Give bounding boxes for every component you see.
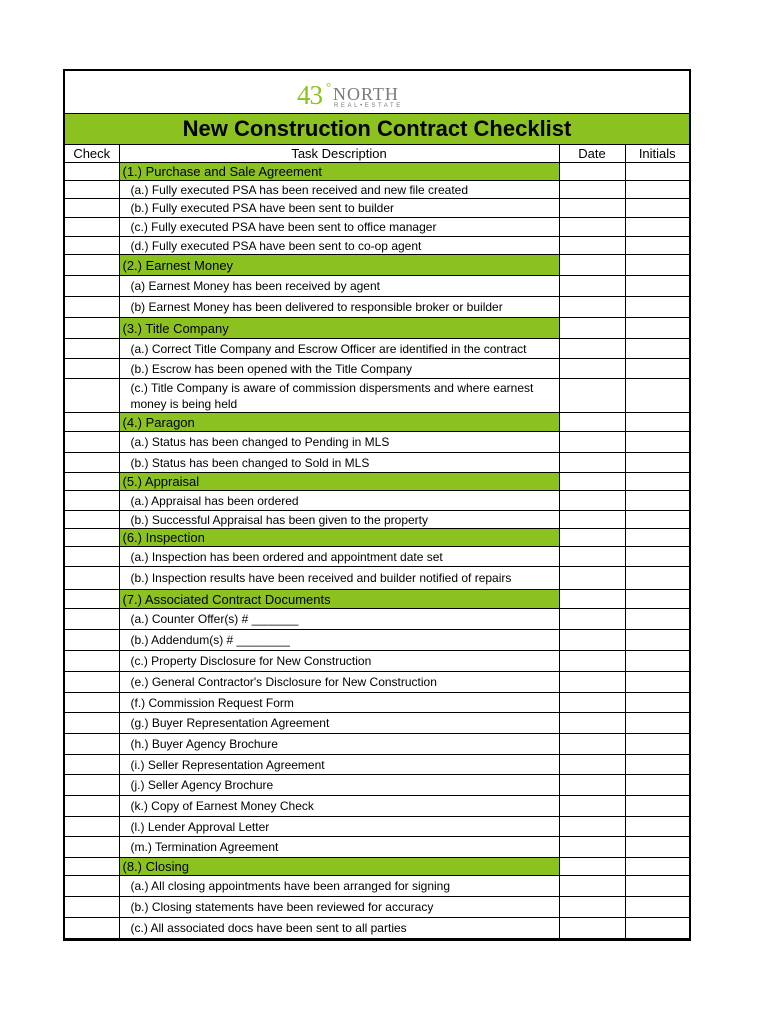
logo-degree: ° [326,79,332,94]
task-description: (c.) All associated docs have been sent to all parties [119,918,559,939]
check-cell[interactable] [65,218,119,237]
table-row [65,693,689,713]
initials-cell[interactable] [625,755,689,775]
table-row [65,237,689,255]
check-cell[interactable] [65,876,119,897]
date-cell[interactable] [559,276,625,297]
table-row [65,339,689,359]
table-row [65,630,689,651]
task-description: (b) Earnest Money has been delivered to responsible broker or builder [119,297,559,318]
table-row [65,199,689,218]
section-row [65,163,689,181]
section-row [65,529,689,547]
task-description: (b.) Fully executed PSA have been sent to builder [119,199,559,218]
section-title: (2.) Earnest Money [119,255,559,276]
initials-cell[interactable] [625,199,689,218]
task-description: (i.) Seller Representation Agreement [119,755,559,775]
initials-cell[interactable] [625,413,689,432]
table-row [65,897,689,918]
table-row [65,713,689,734]
date-cell[interactable] [559,318,625,339]
table-row [65,359,689,379]
date-cell[interactable] [559,651,625,672]
check-cell[interactable] [65,276,119,297]
date-cell[interactable] [559,672,625,693]
section-title: (7.) Associated Contract Documents [119,590,559,609]
check-cell[interactable] [65,858,119,876]
initials-cell[interactable] [625,529,689,547]
initials-cell[interactable] [625,432,689,453]
initials-cell[interactable] [625,837,689,858]
date-cell[interactable] [559,379,625,413]
task-description: (a) Earnest Money has been received by agent [119,276,559,297]
task-description: (a.) Fully executed PSA has been received and new file created [119,181,559,199]
date-cell[interactable] [559,163,625,181]
date-cell[interactable] [559,734,625,755]
check-cell[interactable] [65,651,119,672]
date-cell[interactable] [559,897,625,918]
check-cell[interactable] [65,567,119,590]
date-cell[interactable] [559,297,625,318]
date-cell[interactable] [559,713,625,734]
date-cell[interactable] [559,693,625,713]
check-cell[interactable] [65,817,119,837]
task-description: (b.) Closing statements have been reviewed for accuracy [119,897,559,918]
check-cell[interactable] [65,473,119,491]
task-description: (m.) Termination Agreement [119,837,559,858]
task-description: (a.) Correct Title Company and Escrow Officer are identified in the contract [119,339,559,359]
date-cell[interactable] [559,609,625,630]
date-cell[interactable] [559,858,625,876]
task-description: (a.) Inspection has been ordered and appointment date set [119,547,559,567]
section-row [65,255,689,276]
initials-cell[interactable] [625,318,689,339]
check-cell[interactable] [65,897,119,918]
date-cell[interactable] [559,255,625,276]
task-description: (k.) Copy of Earnest Money Check [119,796,559,817]
table-row [65,276,689,297]
table-row [65,672,689,693]
initials-cell[interactable] [625,491,689,511]
date-cell[interactable] [559,918,625,939]
table-row [65,218,689,237]
initials-cell[interactable] [625,297,689,318]
initials-cell[interactable] [625,897,689,918]
check-cell[interactable] [65,432,119,453]
initials-cell[interactable] [625,237,689,255]
section-title: (6.) Inspection [119,529,559,547]
check-cell[interactable] [65,775,119,796]
check-cell[interactable] [65,339,119,359]
task-description: (e.) General Contractor's Disclosure for New Construction [119,672,559,693]
check-cell[interactable] [65,837,119,858]
date-cell[interactable] [559,567,625,590]
initials-cell[interactable] [625,734,689,755]
check-cell[interactable] [65,491,119,511]
date-cell[interactable] [559,413,625,432]
table-row [65,379,689,413]
table-row [65,491,689,511]
task-description: (c.) Title Company is aware of commission dispersments and where earnest money is being held [119,379,559,413]
initials-cell[interactable] [625,630,689,651]
table-row [65,734,689,755]
logo-word: NORTH [333,84,399,104]
section-title: (5.) Appraisal [119,473,559,491]
check-cell[interactable] [65,547,119,567]
check-cell[interactable] [65,359,119,379]
initials-cell[interactable] [625,181,689,199]
task-description: (d.) Fully executed PSA have been sent to co-op agent [119,237,559,255]
section-row [65,413,689,432]
date-cell[interactable] [559,432,625,453]
initials-cell[interactable] [625,713,689,734]
date-cell[interactable] [559,359,625,379]
check-cell[interactable] [65,255,119,276]
column-header-check: Check [65,145,119,163]
task-description: (b.) Status has been changed to Sold in MLS [119,453,559,473]
initials-cell[interactable] [625,918,689,939]
date-cell[interactable] [559,775,625,796]
check-cell[interactable] [65,237,119,255]
initials-cell[interactable] [625,453,689,473]
task-description: (a.) Appraisal has been ordered [119,491,559,511]
section-row [65,473,689,491]
table-row [65,796,689,817]
check-cell[interactable] [65,163,119,181]
logo-area [65,71,689,113]
task-description: (c.) Property Disclosure for New Construction [119,651,559,672]
checklist-table [65,145,689,939]
section-title: (4.) Paragon [119,413,559,432]
date-cell[interactable] [559,491,625,511]
initials-cell[interactable] [625,511,689,529]
section-row [65,318,689,339]
date-cell[interactable] [559,817,625,837]
section-title: (8.) Closing [119,858,559,876]
initials-cell[interactable] [625,858,689,876]
table-row [65,755,689,775]
initials-cell[interactable] [625,379,689,413]
task-description: (g.) Buyer Representation Agreement [119,713,559,734]
date-cell[interactable] [559,547,625,567]
date-cell[interactable] [559,453,625,473]
initials-cell[interactable] [625,473,689,491]
initials-cell[interactable] [625,359,689,379]
initials-cell[interactable] [625,672,689,693]
check-cell[interactable] [65,318,119,339]
date-cell[interactable] [559,339,625,359]
table-row [65,181,689,199]
page-title: New Construction Contract Checklist [65,113,689,145]
check-cell[interactable] [65,511,119,529]
initials-cell[interactable] [625,876,689,897]
initials-cell[interactable] [625,590,689,609]
check-cell[interactable] [65,796,119,817]
task-description: (b.) Inspection results have been received and builder notified of repairs [119,567,559,590]
initials-cell[interactable] [625,796,689,817]
table-row [65,817,689,837]
section-title: (3.) Title Company [119,318,559,339]
task-description: (h.) Buyer Agency Brochure [119,734,559,755]
check-cell[interactable] [65,672,119,693]
task-description: (l.) Lender Approval Letter [119,817,559,837]
table-row [65,609,689,630]
table-row [65,651,689,672]
table-row [65,775,689,796]
check-cell[interactable] [65,609,119,630]
check-cell[interactable] [65,199,119,218]
date-cell[interactable] [559,755,625,775]
table-row [65,918,689,939]
section-row [65,858,689,876]
header-row [65,145,689,163]
date-cell[interactable] [559,199,625,218]
table-row [65,297,689,318]
task-description: (j.) Seller Agency Brochure [119,775,559,796]
check-cell[interactable] [65,713,119,734]
table-row [65,876,689,897]
date-cell[interactable] [559,529,625,547]
column-header-date: Date [559,145,625,163]
task-description: (b.) Addendum(s) # ________ [119,630,559,651]
date-cell[interactable] [559,630,625,651]
table-row [65,511,689,529]
column-header-task: Task Description [119,145,559,163]
check-cell[interactable] [65,630,119,651]
task-description: (c.) Fully executed PSA have been sent to office manager [119,218,559,237]
table-row [65,567,689,590]
date-cell[interactable] [559,796,625,817]
initials-cell[interactable] [625,163,689,181]
date-cell[interactable] [559,181,625,199]
initials-cell[interactable] [625,609,689,630]
check-cell[interactable] [65,918,119,939]
task-description: (a.) Status has been changed to Pending in MLS [119,432,559,453]
task-description: (b.) Escrow has been opened with the Title Company [119,359,559,379]
date-cell[interactable] [559,237,625,255]
table-row [65,837,689,858]
table-row [65,432,689,453]
initials-cell[interactable] [625,567,689,590]
date-cell[interactable] [559,837,625,858]
column-header-initials: Initials [625,145,689,163]
date-cell[interactable] [559,218,625,237]
task-description: (f.) Commission Request Form [119,693,559,713]
initials-cell[interactable] [625,547,689,567]
initials-cell[interactable] [625,276,689,297]
table-row [65,547,689,567]
check-cell[interactable] [65,453,119,473]
initials-cell[interactable] [625,339,689,359]
initials-cell[interactable] [625,817,689,837]
initials-cell[interactable] [625,775,689,796]
check-cell[interactable] [65,693,119,713]
date-cell[interactable] [559,511,625,529]
date-cell[interactable] [559,473,625,491]
check-cell[interactable] [65,529,119,547]
date-cell[interactable] [559,590,625,609]
check-cell[interactable] [65,297,119,318]
initials-cell[interactable] [625,651,689,672]
check-cell[interactable] [65,755,119,775]
task-description: (b.) Successful Appraisal has been given to the property [119,511,559,529]
initials-cell[interactable] [625,693,689,713]
check-cell[interactable] [65,181,119,199]
logo-subtitle: REAL•ESTATE [334,103,403,109]
task-description: (a.) All closing appointments have been arranged for signing [119,876,559,897]
table-row [65,453,689,473]
section-title: (1.) Purchase and Sale Agreement [119,163,559,181]
initials-cell[interactable] [625,255,689,276]
logo-number: 43 [297,80,322,110]
check-cell[interactable] [65,379,119,413]
date-cell[interactable] [559,876,625,897]
check-cell[interactable] [65,413,119,432]
check-cell[interactable] [65,734,119,755]
task-description: (a.) Counter Offer(s) # _______ [119,609,559,630]
section-row [65,590,689,609]
checklist-sheet [63,69,691,941]
initials-cell[interactable] [625,218,689,237]
check-cell[interactable] [65,590,119,609]
